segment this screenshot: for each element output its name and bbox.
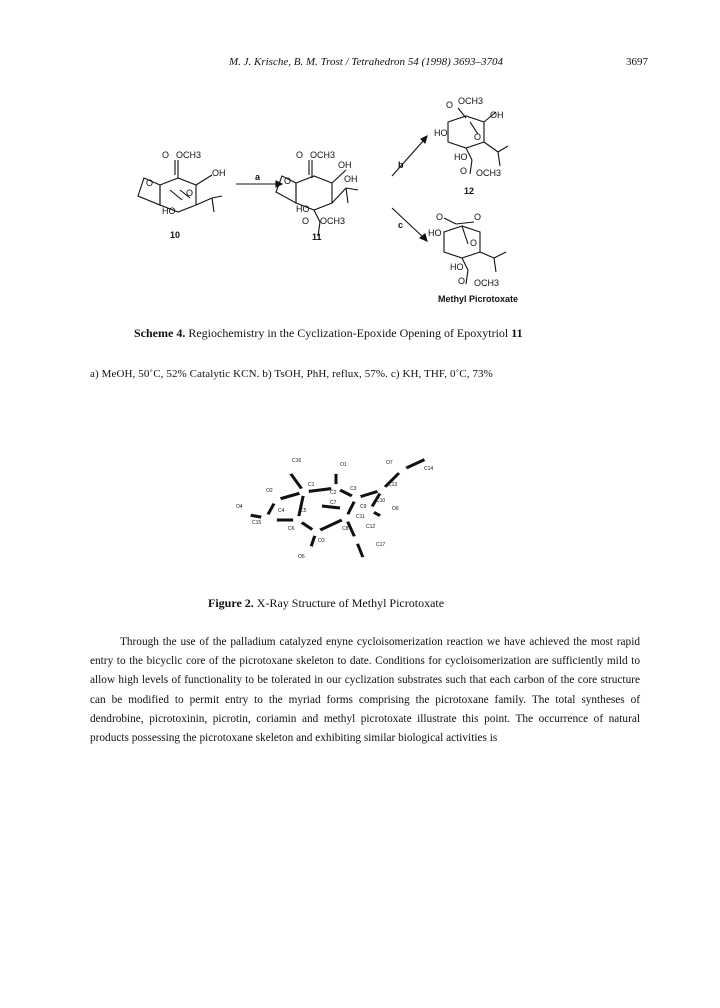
arrow-b-label: b xyxy=(398,160,404,170)
page-number: 3697 xyxy=(626,56,648,68)
compound-10-number: 10 xyxy=(170,230,181,240)
c12-label-ester-och3: OCH3 xyxy=(476,168,502,178)
atom-label-c9: C9 xyxy=(360,504,367,510)
running-header: M. J. Krische, B. M. Trost / Tetrahedron 54 (1998) 3693–3704 xyxy=(228,56,504,68)
mp-label-ring-o: O xyxy=(470,238,478,248)
atom-label-c1: C1 xyxy=(308,482,315,488)
methyl-picrotoxate-structure xyxy=(444,218,506,284)
xray-structure-figure xyxy=(0,435,720,590)
atom-label-c8: C8 xyxy=(342,526,349,532)
mp-label-ester-o: O xyxy=(458,276,466,286)
atom-label-o4: O4 xyxy=(236,504,243,510)
compound-12-number: 12 xyxy=(464,186,475,196)
figure-caption-label: Figure 2. xyxy=(208,596,254,610)
methyl-picrotoxate-name: Methyl Picrotoxate xyxy=(438,294,519,304)
atom-label-o5: O5 xyxy=(298,554,305,560)
compound-11-number: 11 xyxy=(312,232,322,242)
body-text xyxy=(90,633,640,748)
c12-label-ho: HO xyxy=(434,128,448,138)
arrow-b xyxy=(392,136,427,176)
atom-label-c5: C5 xyxy=(300,508,307,514)
atom-label-c16: C16 xyxy=(292,458,302,464)
c11-label-ester-och3: OCH3 xyxy=(320,216,346,226)
atom-label-c15: C15 xyxy=(252,520,262,526)
mp-label-ho-lower: HO xyxy=(450,262,464,272)
atom-label-o1: O1 xyxy=(340,462,347,468)
atom-label-c2: C2 xyxy=(330,490,337,496)
c10-label-o: O xyxy=(162,150,170,160)
c12-label-oh: OH xyxy=(490,110,504,120)
c12-label-och3: OCH3 xyxy=(458,96,484,106)
atom-label-c10: C10 xyxy=(376,498,386,504)
atom-label-c14: C14 xyxy=(424,466,434,472)
arrow-c-label: c xyxy=(398,220,404,230)
atom-label-o6: O6 xyxy=(392,506,399,512)
c11-label-ester-o: O xyxy=(302,216,310,226)
c12-label-ho-lower: HO xyxy=(454,152,468,162)
compound-11-structure xyxy=(276,160,358,236)
c11-label-och3: OCH3 xyxy=(310,150,336,160)
c10-label-och3: OCH3 xyxy=(176,150,202,160)
atom-label-c3: C3 xyxy=(350,486,357,492)
mp-label-ho: HO xyxy=(428,228,442,238)
atom-label-c4: C4 xyxy=(278,508,285,514)
atom-label-o2: O2 xyxy=(266,488,273,494)
figure-caption xyxy=(208,596,444,611)
c12-label-o: O xyxy=(446,100,454,110)
c10-label-epoxide-o: O xyxy=(146,178,154,188)
body-paragraph: Through the use of the palladium catalyzed enyne cycloisomerization reaction we have achieved the most rapid entry to the bicyclic core of the picrotoxane skeleton to date. Conditions for cycloisomerization are sufficiently mild to allow high levels of functionality to be tolerated in our cyclization substrates such that each carbon of the core structure can be modified to permit entry to the myriad forms comprising the picrotoxane family. The total syntheses of dendrobine, picrotoxinin, picrotin, coriamin and methyl picrotoxate illustrate this point. The occurrence of natural products possessing the picrotoxane skeleton and exhibiting similar biological activities is xyxy=(90,636,640,745)
atom-label-c11: C11 xyxy=(356,514,365,520)
atom-label-o3: O3 xyxy=(318,538,325,544)
c11-label-oh: OH xyxy=(344,174,358,184)
c11-label-ho: HO xyxy=(296,204,310,214)
mp-label-ester-och3: OCH3 xyxy=(474,278,500,288)
scheme-caption xyxy=(134,326,523,341)
mp-label-lactone-o: O xyxy=(474,212,482,222)
scheme-caption-text: Regiochemistry in the Cyclization-Epoxide Opening of Epoxytriol xyxy=(188,326,509,340)
c11-label-oh-top: OH xyxy=(338,160,352,170)
figure-caption-text: X-Ray Structure of Methyl Picrotoxate xyxy=(256,596,445,610)
c10-label-oh: OH xyxy=(212,168,226,178)
atom-label-o7: O7 xyxy=(386,460,393,466)
atom-label-c17: C17 xyxy=(376,542,386,548)
arrow-a-label: a xyxy=(255,172,261,182)
atom-label-c13: C13 xyxy=(388,482,398,488)
atom-label-c12: C12 xyxy=(366,524,376,530)
atom-label-c6: C6 xyxy=(288,526,295,532)
scheme-4-diagram xyxy=(0,95,720,315)
atom-label-c7: C7 xyxy=(330,500,337,506)
c10-label-ho: HO xyxy=(162,206,176,216)
mp-label-o: O xyxy=(436,212,444,222)
reaction-conditions: a) MeOH, 50˚C, 52% Catalytic KCN. b) TsOH, PhH, reflux, 57%. c) KH, THF, 0˚C, 73% xyxy=(90,368,493,380)
c12-label-ester-o: O xyxy=(460,166,468,176)
c10-label-ring-o: O xyxy=(186,188,194,198)
c12-label-ring-o: O xyxy=(474,132,482,142)
scheme-caption-label: Scheme 4. xyxy=(134,326,186,340)
c11-label-epoxide-o: O xyxy=(284,176,292,186)
c11-label-o: O xyxy=(296,150,304,160)
scheme-caption-compound: 11 xyxy=(511,326,523,340)
